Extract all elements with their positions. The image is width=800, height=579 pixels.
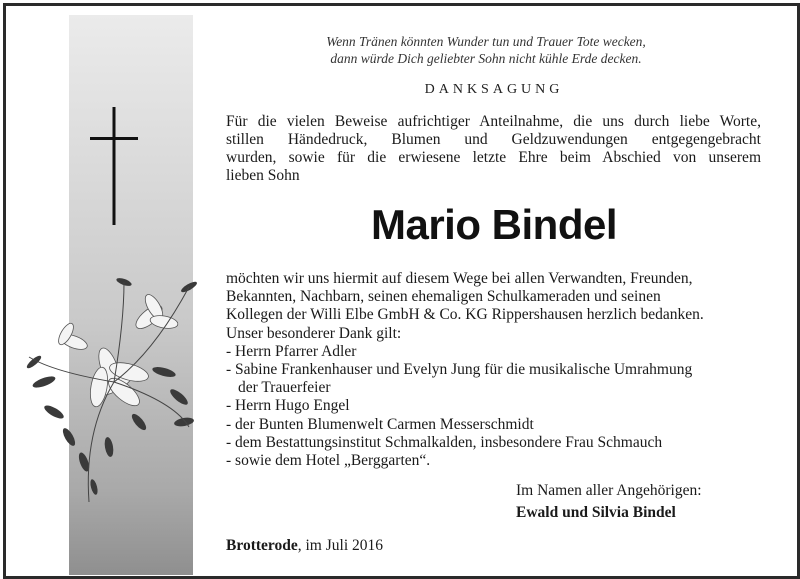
body-line: Unser besonderer Dank gilt: xyxy=(226,324,402,342)
intro-line: lieben Sohn xyxy=(226,167,300,184)
body-line: Bekannten, Nachbarn, seinen ehemaligen Schulkameraden und seinen xyxy=(226,288,661,306)
intro-line: stillen Händedruck, Blumen und Geldzuwendungen entgegengebracht xyxy=(226,131,761,148)
intro-line: wurden, sowie für die erwiesene letzte Ehre beim Abschied von unserem xyxy=(226,149,761,166)
place-date xyxy=(226,537,383,555)
deceased-name: Mario Bindel xyxy=(370,201,618,248)
list-item: - sowie dem Hotel „Berggarten“. xyxy=(226,452,431,470)
verse-line-1: Wenn Tränen könnten Wunder tun und Trauer Tote wecken, xyxy=(326,34,646,49)
list-item: - Sabine Frankenhauser und Evelyn Jung für die musikalische Umrahmung xyxy=(226,361,693,379)
signature-intro: Im Namen aller Angehörigen: xyxy=(516,482,702,499)
list-item: - Herrn Pfarrer Adler xyxy=(226,342,357,360)
body-line: Kollegen der Willi Elbe GmbH & Co. KG Rippershausen herzlich bedanken. xyxy=(226,306,704,324)
intro-paragraph xyxy=(226,113,761,185)
intro-line: Für die vielen Beweise aufrichtiger Anteilnahme, die uns durch liebe Worte, xyxy=(226,113,761,130)
verse-line-2: dann würde Dich geliebter Sohn nicht kühle Erde decken. xyxy=(330,51,642,66)
page-title: DANKSAGUNG xyxy=(424,82,564,97)
place-town: Brotterode xyxy=(226,537,298,554)
flower-arrangement-icon xyxy=(14,262,204,512)
cross-icon xyxy=(90,107,138,225)
thanks-list xyxy=(226,343,766,470)
place-date-text: , im Juli 2016 xyxy=(297,537,384,554)
signature-names: Ewald und Silvia Bindel xyxy=(516,504,676,521)
memorial-verse xyxy=(236,33,736,67)
list-item-continuation: der Trauerfeier xyxy=(238,379,331,397)
obituary-frame xyxy=(3,3,800,579)
body-line: möchten wir uns hiermit auf diesem Wege bei allen Verwandten, Freunden, xyxy=(226,270,693,287)
list-item: - der Bunten Blumenwelt Carmen Messerschmidt xyxy=(226,415,534,433)
list-item: - dem Bestattungsinstitut Schmalkalden, insbesondere Frau Schmauch xyxy=(226,433,663,451)
thanks-paragraph xyxy=(226,270,766,470)
list-item: - Herrn Hugo Engel xyxy=(226,397,350,415)
